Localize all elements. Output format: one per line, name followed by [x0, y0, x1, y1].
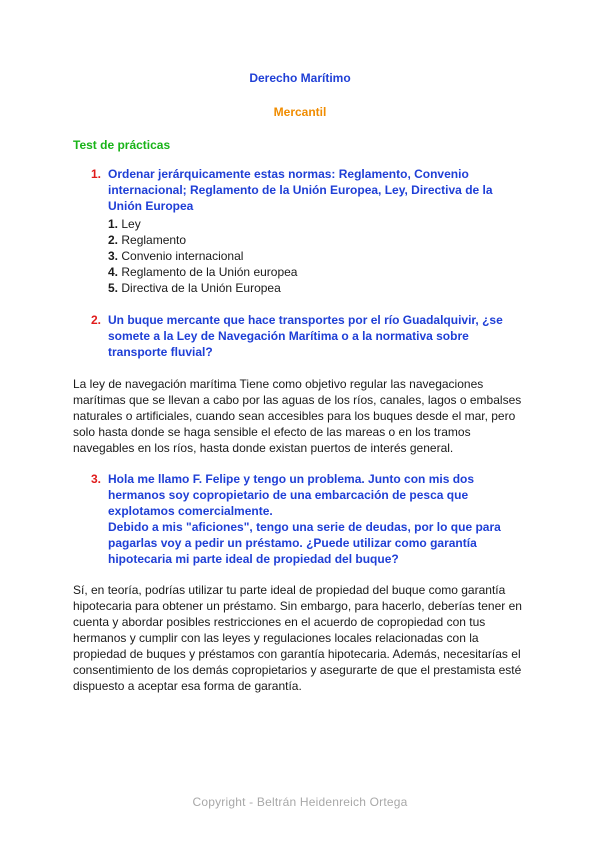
question-number: 2.	[91, 313, 102, 327]
question-3	[91, 471, 501, 567]
question-text: Hola me llamo F. Felipe y tengo un problema. Junto con mis dos hermanos soy copropietario de una embarcación de pesca que explotamos comercialmente. Debido a mis "aficiones", tengo una serie de deudas, por lo que para pagarlas voy a pedir un préstamo. ¿Puede utilizar como garantía hipotecaria mi parte ideal de propiedad del buque?	[108, 472, 501, 566]
document-title: Derecho Marítimo	[249, 71, 351, 85]
question-text: Un buque mercante que hace transportes por el río Guadalquivir, ¿se somete a la Ley de Navegación Marítima o a la normativa sobre transporte fluvial?	[108, 313, 503, 359]
list-item: 3. Convenio internacional	[108, 249, 244, 263]
question-number: 1.	[91, 167, 102, 181]
list-item: 5. Directiva de la Unión Europea	[108, 281, 281, 295]
ranking-list	[108, 216, 297, 296]
answer-2: La ley de navegación marítima Tiene como objetivo regular las navegaciones marítimas que se llevan a cabo por las aguas de los ríos, canales, lagos o embalses naturales o artificiales, cuando sean accesibles para los buques desde el mar, pero solo hasta donde se haga sensible el efecto de las mareas o en los tramos navegables en los ríos, hasta donde existan puertos de interés general.	[73, 377, 522, 455]
question-1	[91, 166, 493, 214]
answer-3: Sí, en teoría, podrías utilizar tu parte ideal de propiedad del buque como garantía hipotecaria para obtener un préstamo. Sin embargo, para hacerlo, deberías tener en cuenta y abordar posibles restricciones en el acuerdo de copropiedad con tus hermanos y cumplir con las leyes y regulaciones locales relacionadas con la propiedad de buques y préstamos con garantía hipotecaria. Además, necesitarías el consentimiento de los demás copropietarios y asegurarte de que el prestamista esté dispuesto a aceptar esa forma de garantía.	[73, 583, 522, 693]
document-subtitle: Mercantil	[273, 105, 327, 119]
question-2	[91, 312, 503, 360]
list-item: 1. Ley	[108, 217, 141, 231]
list-item: 4. Reglamento de la Unión europea	[108, 265, 298, 279]
question-number: 3.	[91, 472, 102, 486]
list-item: 2. Reglamento	[108, 233, 187, 247]
question-text: Ordenar jerárquicamente estas normas: Reglamento, Convenio internacional; Reglamento de la Unión Europea, Ley, Directiva de la Unión Europea	[108, 167, 493, 213]
section-heading: Test de prácticas	[73, 138, 171, 152]
copyright-footer: Copyright - Beltrán Heidenreich Ortega	[192, 795, 408, 809]
